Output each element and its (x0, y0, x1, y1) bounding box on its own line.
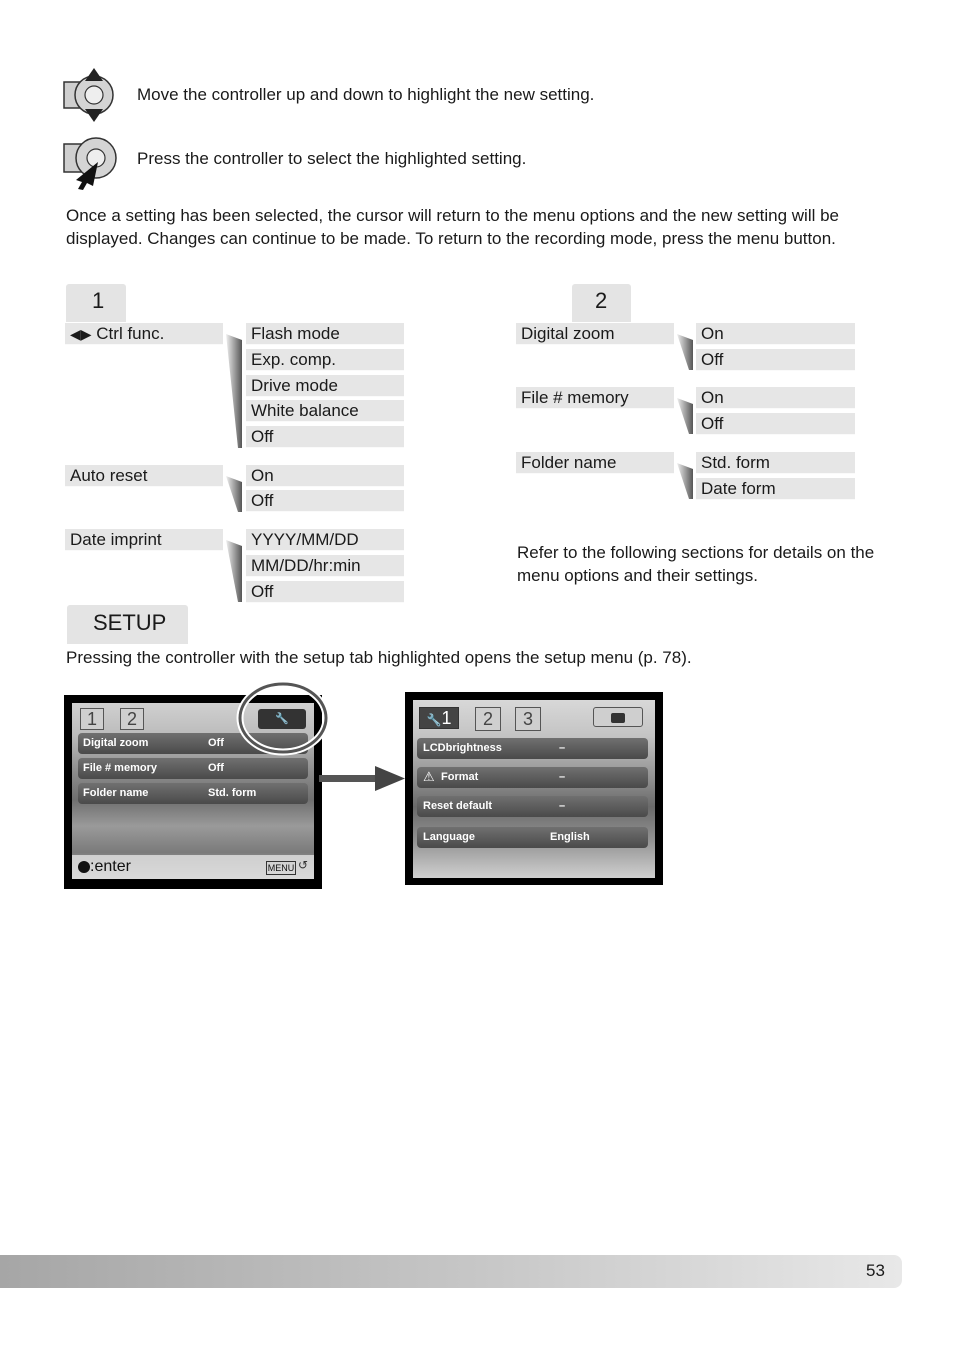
menu2-option: Std. form (696, 452, 855, 474)
lcd-row-label: Reset default (423, 800, 493, 812)
footer-bar (0, 1255, 902, 1288)
controller-press-icon (62, 134, 122, 190)
lcd-row (417, 827, 648, 848)
intro-paragraph: Once a setting has been selected, the cursor will return to the menu options and the new setting will be displayed. Changes can continue to be made. To return to the recording mode, press the menu button. (66, 206, 840, 248)
lcd-row-value: Off (208, 762, 224, 774)
menu1-wedge-date-imprint (226, 540, 242, 602)
menu1-option: MM/DD/hr:min (246, 555, 404, 577)
lcd-row-label: Format (441, 771, 479, 783)
lcd-row (78, 758, 308, 779)
lcd-setup-tab-3: 3 (515, 707, 541, 731)
menu1-item-date-imprint: Date imprint (65, 529, 223, 551)
menu1-option: Off (246, 581, 404, 603)
lcd-row (417, 767, 648, 788)
menu2-option: Off (696, 349, 855, 371)
lcd-tab-2: 2 (120, 708, 144, 730)
lcd-background (413, 700, 655, 878)
menu2-option: On (696, 387, 855, 409)
menu2-item-folder-name: Folder name (516, 452, 674, 474)
menu1-option: On (246, 465, 404, 487)
left-right-arrows-icon: ◀▶ (70, 326, 92, 342)
menu1-option: Off (246, 490, 404, 512)
menu1-item-auto-reset: Auto reset (65, 465, 223, 487)
refer-paragraph: Refer to the following sections for details on the menu options and their settings. (517, 543, 875, 585)
lcd-row-value: Off (208, 737, 224, 749)
menu2-wedge-file-memory (677, 398, 693, 434)
menu2-item-file-memory: File # memory (516, 387, 674, 409)
lcd-tab-1: 1 (80, 708, 104, 730)
warning-icon: ⚠ (423, 769, 435, 784)
controller-up-down-icon (62, 66, 122, 122)
lcd-setup-tab-1 (419, 707, 459, 729)
instruction-move: Move the controller up and down to highlight the new setting. (137, 85, 595, 104)
menu2-option: Date form (696, 478, 855, 500)
page-number: 53 (866, 1261, 885, 1280)
lcd-setup-tab-2: 2 (475, 707, 501, 731)
lcd-screen-setup (405, 692, 663, 885)
setup-tab-label: SETUP (93, 610, 167, 635)
menu1-item-label: Ctrl func. (96, 324, 165, 343)
lcd-row-value: Std. form (208, 787, 257, 799)
setup-tab (67, 605, 188, 644)
arrow-right-icon (319, 766, 405, 792)
menu2-option: On (696, 323, 855, 345)
menu1-option: Exp. comp. (246, 349, 404, 371)
menu1-option: YYYY/MM/DD (246, 529, 404, 551)
menu-tab-2-label: 2 (595, 288, 608, 313)
menu2-wedge-digital-zoom (677, 334, 693, 370)
highlight-circle (236, 681, 330, 757)
lcd-footer (72, 855, 314, 879)
menu-tab-1-label: 1 (92, 288, 105, 313)
lcd-row (417, 738, 648, 759)
lcd-menu-label: MENU (267, 863, 295, 873)
wrench-icon: 🔧 (426, 713, 442, 727)
camera-icon (593, 707, 643, 727)
setup-paragraph: Pressing the controller with the setup tab highlighted opens the setup menu (p. 78). (66, 648, 692, 667)
instruction-press: Press the controller to select the highlighted setting. (137, 149, 527, 168)
lcd-row (78, 783, 308, 804)
lcd-row-label: LCDbrightness (423, 742, 502, 754)
lcd-row-value: – (559, 771, 566, 783)
menu1-wedge-ctrl (226, 334, 242, 448)
lcd-row-value: – (559, 800, 566, 812)
lcd-row-value: – (559, 742, 566, 754)
lcd-row-label: File # memory (83, 762, 157, 774)
lcd-enter-label: :enter (90, 858, 131, 875)
lcd-row-label: Digital zoom (83, 737, 149, 749)
lcd-tab-label: 1 (441, 708, 452, 728)
enter-dot-icon (78, 861, 90, 873)
menu-tab-1 (66, 284, 126, 322)
menu1-wedge-auto-reset (226, 476, 242, 512)
wrench-icon: 🔧 (275, 713, 289, 725)
return-arrow-icon: ↺ (298, 858, 309, 872)
lcd-row-label: Language (423, 831, 475, 843)
menu1-item-ctrl-func (65, 323, 223, 345)
menu1-option: White balance (246, 400, 404, 422)
menu1-option: Drive mode (246, 375, 404, 397)
menu-tab-2 (572, 284, 631, 322)
lcd-row-label: Folder name (83, 787, 149, 799)
menu1-option: Flash mode (246, 323, 404, 345)
menu1-option: Off (246, 426, 404, 448)
menu2-option: Off (696, 413, 855, 435)
lcd-row-value: English (550, 831, 590, 843)
lcd-row (417, 796, 648, 817)
menu2-wedge-folder-name (677, 463, 693, 499)
menu2-item-digital-zoom: Digital zoom (516, 323, 674, 345)
